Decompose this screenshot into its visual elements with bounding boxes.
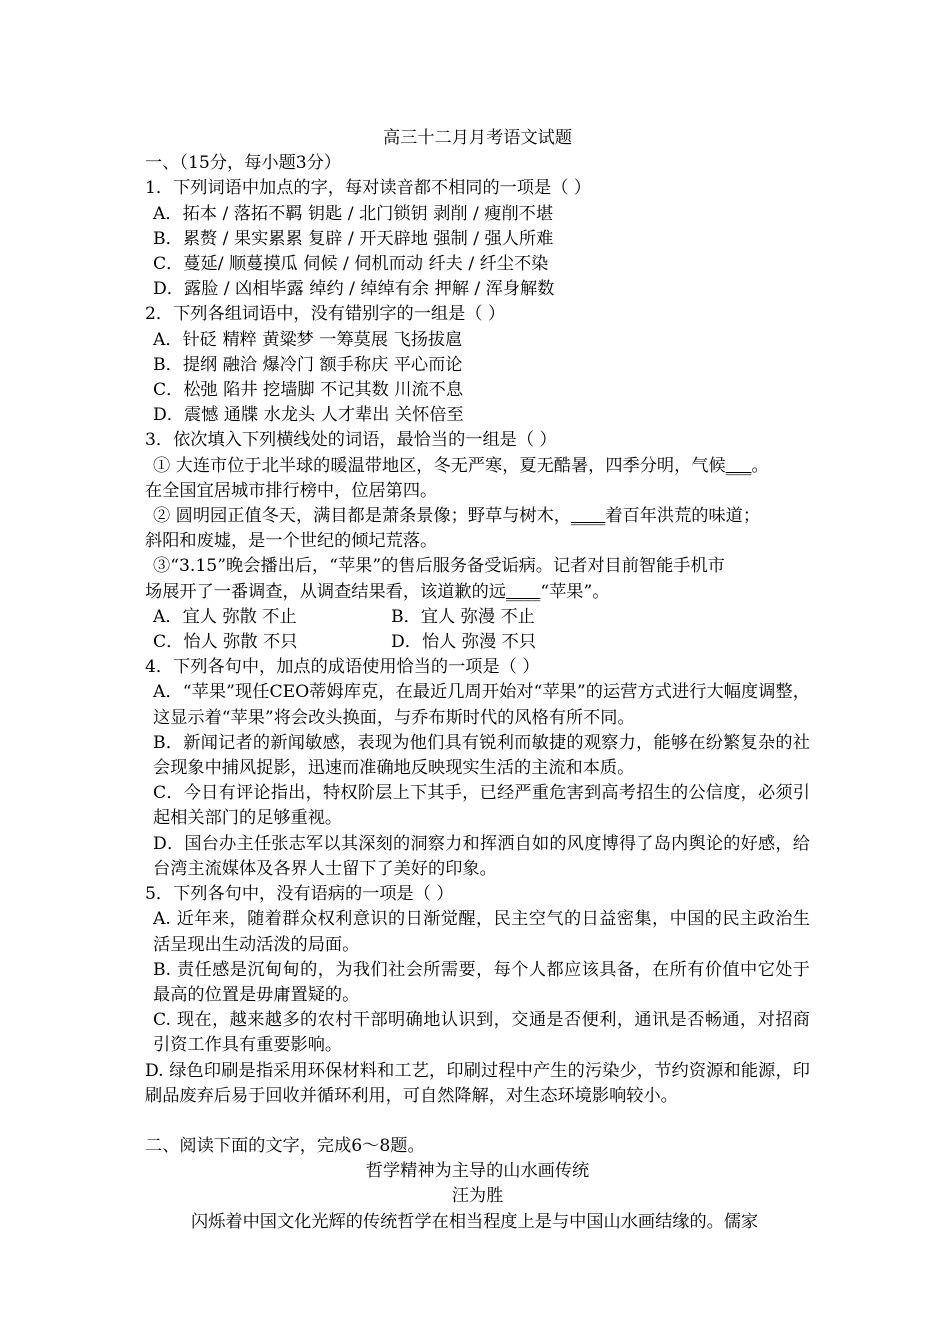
exam-page — [145, 126, 810, 1235]
q3-s1-text: ① 大连市位于北半球的暖温带地区，冬无严寒，夏无酷暑，四季分明，气候 — [153, 455, 726, 476]
q3-s2-blank: ____ — [570, 506, 606, 527]
q5-option-c: C. 现在，越来越多的农村干部明确地认识到，交通是否便利，通讯是否畅通，对招商引资工作具有重要影响。 — [153, 1010, 810, 1056]
q4-option-d: D．国台办主任张志军以其深刻的洞察力和挥洒自如的风度博得了岛内舆论的好感，给台湾主流媒体及各界人士留下了美好的印象。 — [153, 833, 810, 879]
q3-sentence-3-cont — [145, 580, 810, 605]
q1-option-b: B．累赘 / 果实累累 复辟 / 开天辟地 强制 / 强人所难 — [153, 228, 554, 249]
spacer — [145, 1109, 810, 1134]
q3-s2-end: 着百年洪荒的味道； — [605, 506, 761, 527]
section-one-heading: 一、（15分，每小题3分） — [145, 153, 342, 174]
q5-option-d: D. 绿色印刷是指采用环保材料和工艺，印刷过程中产生的污染少，节约资源和能源，印刷品废弃后易于回收并循环利用，可自然降解，对生态环境影响较小。 — [145, 1060, 810, 1106]
q5-option-b: B. 责任感是沉甸甸的，为我们社会所需要，每个人都应该具备，在所有价值中它处于最高的位置是毋庸置疑的。 — [153, 959, 810, 1005]
q1-stem: 1．下列词语中加点的字，每对读音都不相同的一项是（ ） — [145, 178, 592, 199]
q4-option-c: C．今日有评论指出，特权阶层上下其手，已经严重危害到高考招生的公信度，必须引起相关部门的足够重视。 — [153, 783, 810, 829]
q2-option-b: B．提纲 融洽 爆冷门 额手称庆 平心而论 — [153, 354, 463, 375]
section-two-heading: 二、阅读下面的文字，完成6～8题。 — [145, 1135, 425, 1156]
q3-option-b: B．宜人 弥漫 不止 — [391, 606, 535, 627]
article-author: 汪为胜 — [451, 1186, 504, 1207]
q3-sentence-2-cont: 斜阳和废墟，是一个世纪的倾圮荒落。 — [145, 531, 438, 552]
q3-s3-end: “苹果”。 — [540, 581, 610, 602]
q2-stem: 2．下列各组词语中，没有错别字的一组是（ ） — [145, 304, 506, 325]
q1-option-a: A．拓本 / 落拓不羁 钥匙 / 北门锁钥 剥削 / 瘦削不堪 — [153, 203, 554, 224]
q1-option-c: C．蔓延/ 顺蔓摸瓜 伺候 / 伺机而动 纤夫 / 纤尘不染 — [153, 254, 549, 275]
q2-option-a: A．针砭 精粹 黄粱梦 一筹莫展 飞扬拔扈 — [153, 329, 463, 350]
q3-s3-blank: ____ — [505, 581, 541, 602]
q2-option-c: C．松弛 陷井 挖墙脚 不记其数 川流不息 — [153, 380, 464, 401]
q3-s2-text: ② 圆明园正值冬天，满目都是萧条景像；野草与树木， — [153, 506, 571, 527]
q3-option-a: A．宜人 弥散 不止 — [153, 606, 297, 627]
article-title: 哲学精神为主导的山水画传统 — [365, 1161, 590, 1182]
q3-options-cd — [145, 630, 810, 655]
q4-stem: 4．下列各句中，加点的成语使用恰当的一项是（ ） — [145, 657, 540, 678]
q5-stem: 5．下列各句中，没有语病的一项是（ ） — [145, 884, 454, 905]
q4-option-b: B．新闻记者的新闻敏感，表现为他们具有锐利而敏捷的观察力，能够在纷繁复杂的社会现象中捕风捉影，迅速而准确地反映现实生活的主流和本质。 — [153, 732, 810, 779]
q3-sentence-1-cont: 在全国宜居城市排行榜中，位居第四。 — [145, 480, 438, 501]
q3-options-ab — [145, 605, 810, 630]
q3-option-d: D．怡人 弥漫 不只 — [391, 632, 537, 653]
q4-option-a: A．“苹果”现任CEO蒂姆库克，在最近几周开始对“苹果”的运营方式进行大幅度调整，这显示着“苹果”将会改头换面，与乔布斯时代的风格有所不同。 — [153, 682, 810, 728]
q3-s1-end: 。 — [751, 455, 769, 476]
article-first-line: 闪烁着中国文化光辉的传统哲学在相当程度上是与中国山水画结缘的。儒家 — [191, 1211, 759, 1232]
q3-stem: 3．依次填入下列横线处的词语，最恰当的一组是（ ） — [145, 430, 557, 451]
exam-title: 高三十二月月考语文试题 — [382, 128, 573, 148]
q1-option-d: D．露脸 / 凶相毕露 绰约 / 绰绰有余 押解 / 浑身解数 — [153, 279, 555, 300]
q3-sentence-2 — [145, 504, 810, 529]
q3-option-c: C．怡人 弥散 不只 — [153, 632, 298, 653]
q3-sentence-1 — [145, 454, 810, 479]
q3-sentence-3: ③“3.15”晚会播出后，“苹果”的售后服务备受诟病。记者对目前智能手机市 — [153, 556, 725, 577]
q3-s3-text: 场展开了一番调查，从调查结果看，该道歉的远 — [145, 581, 506, 602]
q5-option-a: A. 近年来，随着群众权利意识的日渐觉醒，民主空气的日益密集，中国的民主政治生活呈现出生动活泼的局面。 — [153, 909, 810, 955]
q2-option-d: D．震憾 通牒 水龙头 人才辈出 关怀倍至 — [153, 405, 464, 426]
q3-s1-blank: ___ — [725, 455, 752, 476]
